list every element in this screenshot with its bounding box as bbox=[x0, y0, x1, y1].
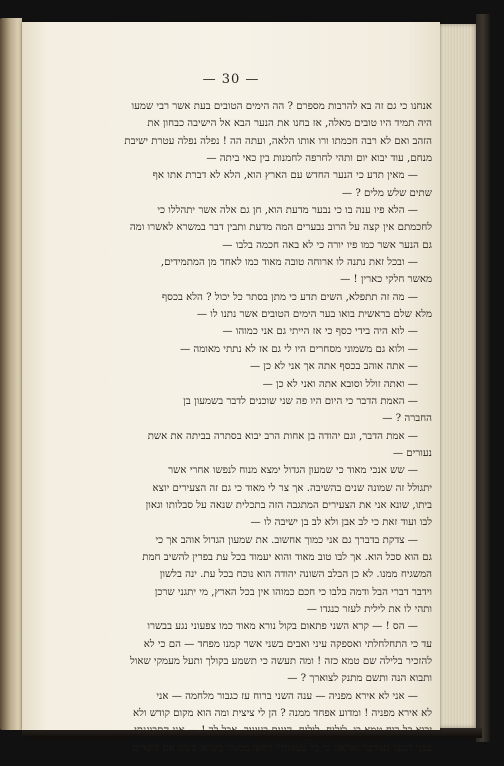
text-line: וידבר דברי הבל ודמה בלבו כי חכם כמוהו אין בכל הארץ, מי יתגני שרכן bbox=[154, 586, 432, 598]
text-line: המשגיח ממנו. לא כן הבלב השונה יהודה הוא נוכח בכל עת. ינה בלשון bbox=[159, 569, 432, 581]
text-line: — מה זה תתפלא, השים תדע כי מתן בסתר כל יכול ? הלא בכסף bbox=[161, 291, 418, 303]
text-line: בפני הנער המדבר ואראה כי כל עצמותיו רחפו ממגור בקראו בשם אם השדים bbox=[131, 742, 432, 754]
right-page-stack bbox=[440, 24, 478, 728]
text-line: — צדקת בדברך גם אני כמוך אחשוב. את שמעון הגדול אוהב אך כי bbox=[155, 534, 418, 546]
text-line: מאשר חלקי כארין ! — bbox=[340, 274, 432, 286]
text-line: — לוא היה בידי כסף כי אז הייתי גם אני כמוהו — bbox=[222, 326, 418, 338]
text-line: — אתה אוהב בכסף אתה אך אני לא כן — bbox=[249, 361, 418, 373]
text-line: להזכיר בלילה שם טמא כזה ! ומה תעשה כי תשמע בקולך ותעל מעמקי שאול bbox=[129, 656, 432, 667]
text-line: היה תמיד היו טובים מאלה, אז בחנו את הנער הבא אל הישיבה כבחון את bbox=[147, 118, 432, 130]
text-line: אנחנו כי גם זה בא להרבות מספרם ? הה הימים הטובים בעת אשר רבי שמעו bbox=[131, 101, 432, 112]
text-line: יבוא כל רוח טמא בו, ליליח, ליליח, הינים בעיניך, אבל לך ! — אני התבוננתי bbox=[134, 725, 432, 737]
text-line: — שש אנכי מאוד כי שמעון הגדול ימצא מנוח לנפשו אחרי אשר bbox=[168, 465, 418, 477]
text-line: — ולוא גם משמוני מסחרים היו לי גם אז לא נתתי מאומה — bbox=[179, 343, 418, 355]
text-line: — הס ! — קרא השני פתאום בקול נורא מאוד כמו צפעוני נגע בבשרו bbox=[147, 621, 418, 633]
text-line: מנחם, עוד יבוא יום ותהי לחרפה לחמנות בין כאי ביתה — bbox=[206, 153, 432, 165]
text-line: ביתו, שונא אני את הצעירים המתגבה הזה בתכלית שנאה על סבלותו וגאון bbox=[145, 499, 432, 511]
text-line: לא אירא מפניה ! ומדוע אפחד ממנה ? הן לי ציצית ומה הוא מקום קודש ולא bbox=[133, 708, 432, 720]
page-body-text bbox=[70, 98, 432, 757]
text-line: שתים שלש מלים ? — bbox=[341, 187, 432, 199]
text-line: — אני לא אירא מפניה — ענה השני ברוח עז כגבור מלחמה — אני bbox=[156, 690, 418, 702]
book-page bbox=[22, 22, 440, 754]
text-line: החברה ? — bbox=[382, 413, 432, 425]
text-line: נעורים — bbox=[392, 447, 432, 459]
page-number: — 30 — bbox=[202, 72, 260, 87]
text-line: ותהי לו את לילית לעזר כנגדו — bbox=[306, 603, 432, 615]
text-line: יתגולל זה שמונה שנים בהשיבה. אך צר לי מאוד כי גם זה הצעירים יוצא bbox=[152, 482, 432, 494]
text-line: הזהב ואם לא רבה חכמתו ורו אותו הלאה, ועתה הה ! נפלה נפלה עטרת ישיבת bbox=[124, 135, 432, 147]
text-line: — מאין תדע כי הנער החדש עם הארץ הוא, הלא לא דברת אתו אף bbox=[152, 170, 418, 182]
text-line: מלא שלם בראשית בואו בער הימים הטובים אשר נתנו לו — bbox=[196, 309, 432, 321]
text-line: גם הוא סכל הוא. אך לבו טוב מאוד והוא יעמוד בכל עת בפרין להשיב חמת bbox=[142, 551, 432, 563]
text-line: גם הנער אשר כמו פיו יורה כי לא באה חכמה בלבו — bbox=[222, 239, 432, 251]
text-line: עד כי התחלחלתי ואספקה עיני ואבים בשני אשר קמנו מפחד — הם כי לא bbox=[143, 638, 432, 650]
text-line: ותבוא הנה ותשם מתנק לצוארך ? — bbox=[287, 673, 432, 685]
text-line: — ובכל זאת נתנה לו ארוחה טובה מאוד כמו לאחד מן המתמידים, bbox=[160, 257, 418, 269]
left-page-edge bbox=[0, 18, 22, 730]
text-line: — הלא פיו ענה בו כי נבער מדעת הוא, חן גם אלה אשר יתהללו כי bbox=[157, 205, 418, 217]
text-line: לחכמתם אין קצה על הרוב נבערים המה מדעת ותבין דבר במשרא לאשרו ומה bbox=[129, 222, 432, 234]
text-line: — ואתה זולל וסובא אתה ואני לא כן — bbox=[262, 378, 418, 390]
text-line: לבו ועוד זאת כי לב אבן ולא לב בן ישיבה לו — bbox=[250, 517, 432, 529]
text-line: — האמת הדבר כי היום היו פה שני שוכנים לדבר בשמעון בן bbox=[183, 395, 418, 407]
book-cover-right bbox=[476, 14, 490, 742]
text-line: — אמת הדבר, וגם יהודה בן אחות הרב יבוא בסתרה בביתה את אשת bbox=[147, 430, 418, 442]
